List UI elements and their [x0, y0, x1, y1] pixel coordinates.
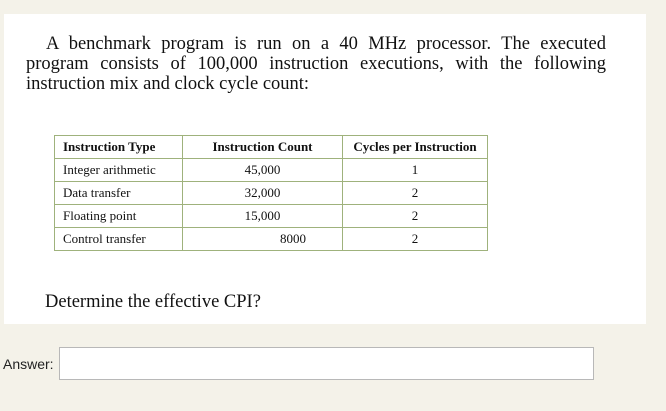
- table-row: [55, 159, 488, 182]
- answer-label: Answer:: [3, 356, 54, 372]
- instruction-mix-table: [54, 135, 488, 251]
- header-instruction-type: Instruction Type: [55, 136, 183, 159]
- table-header-row: [55, 136, 488, 159]
- row-instruction-type: Floating point: [55, 205, 183, 228]
- row-instruction-count: 15,000: [183, 205, 343, 228]
- row-cpi: 1: [343, 159, 488, 182]
- row-instruction-type: Integer arithmetic: [55, 159, 183, 182]
- table-row: [55, 182, 488, 205]
- row-cpi: 2: [343, 205, 488, 228]
- question-prompt: Determine the effective CPI?: [45, 292, 261, 312]
- table-row: [55, 205, 488, 228]
- row-instruction-type: Data transfer: [55, 182, 183, 205]
- row-instruction-count: 8000: [183, 228, 343, 251]
- row-instruction-count: 45,000: [183, 159, 343, 182]
- row-instruction-type: Control transfer: [55, 228, 183, 251]
- table-row: [55, 228, 488, 251]
- question-card: [4, 14, 646, 324]
- header-instruction-count: Instruction Count: [183, 136, 343, 159]
- header-cycles-per-instruction: Cycles per Instruction: [343, 136, 488, 159]
- row-cpi: 2: [343, 182, 488, 205]
- row-cpi: 2: [343, 228, 488, 251]
- answer-input[interactable]: [59, 347, 594, 380]
- row-instruction-count: 32,000: [183, 182, 343, 205]
- question-text: A benchmark program is run on a 40 MHz processor. The executed program consists of 100,000 instruction executions, with the following instruction mix and clock cycle count:: [26, 34, 606, 94]
